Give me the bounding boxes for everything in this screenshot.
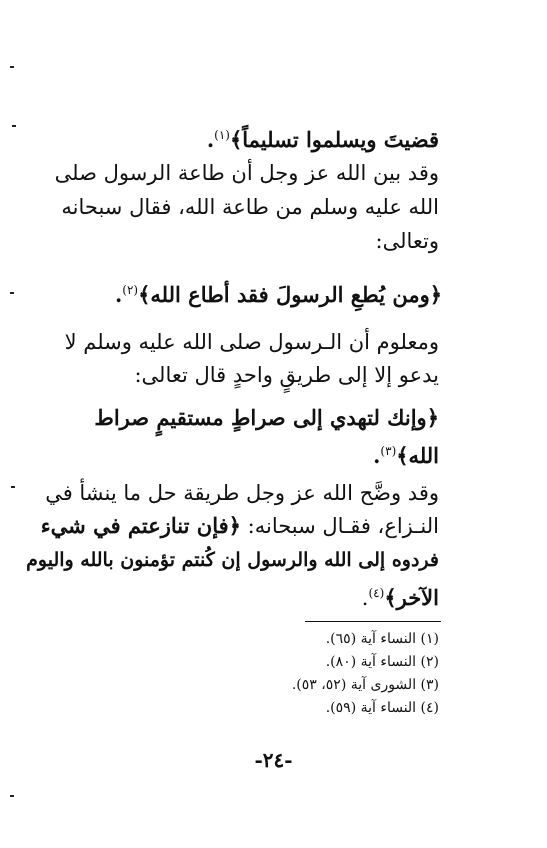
footnote-4: (٤) النساء آية (٥٩).: [325, 700, 439, 716]
footnote-3: (٣) الشورى آية (٥٢، ٥٣).: [291, 677, 439, 693]
text-line-9: [26, 545, 439, 575]
footnote-marker: (٢): [122, 283, 139, 297]
margin-mark: [11, 486, 15, 488]
text-line-2: [54, 158, 439, 188]
text-line-4: [376, 226, 440, 256]
verse-text: الله﴾: [396, 443, 439, 468]
quran-quote-1: [80, 275, 477, 310]
verse-text: فردوه إلى الله والرسول إن كُنتم تؤمنون بالله واليوم: [26, 549, 439, 571]
margin-mark: [10, 66, 14, 68]
period: .: [206, 127, 215, 152]
verse-text: ﴿وإنك لتهدي إلى صراطٍ مستقيمٍ صراط: [94, 405, 439, 430]
footnote-2: (٢) النساء آية (٨٠).: [325, 654, 439, 670]
text-line-10: [362, 578, 439, 613]
paragraph-text: يدعو إلا إلى طريقٍ واحدٍ قال تعالى:: [134, 363, 439, 387]
period: .: [114, 282, 123, 307]
period: .: [373, 443, 381, 468]
text-line-7: [45, 478, 439, 508]
text-line-3: [61, 192, 439, 222]
verse-text: ﴿فإن تنازعتم في شيء: [40, 513, 241, 538]
footnote-marker: (١): [214, 128, 230, 142]
verse-text: ﴿ومن يُطعِ الرسولَ فقد أطاع الله﴾: [138, 282, 443, 307]
margin-mark: [10, 795, 14, 797]
period: .: [361, 586, 369, 610]
paragraph-text: وتعالى:: [375, 229, 439, 253]
page-number: -٢٤-: [254, 748, 293, 772]
paragraph-text: ومعلوم أن الـرسول صلى الله عليه وسلم لا: [64, 330, 439, 354]
verse-fragment: قضيتَ ويسلموا تسليماً﴾: [229, 127, 439, 152]
quran-quote-2a: [95, 403, 439, 433]
text-line-5: [64, 327, 439, 357]
paragraph-text: النـزاع، فقـال سبحانه:: [247, 514, 439, 538]
text-line-6: [134, 360, 439, 390]
text-line-1: [207, 120, 439, 155]
paragraph-text: الله عليه وسلم من طاعة الله، فقال سبحانه: [61, 195, 439, 219]
paragraph-text: وقد بين الله عز وجل أن طاعة الرسول صلى: [54, 161, 439, 185]
paragraph-text: وقد وضَّح الله عز وجل طريقة حل ما ينشأ في: [45, 481, 439, 505]
footnote-separator: [305, 621, 441, 622]
quran-quote-2b: [373, 436, 439, 471]
margin-mark: [12, 125, 16, 127]
text-line-8: [41, 511, 439, 541]
verse-text: الآخر﴾: [384, 585, 439, 610]
footnote-marker: (٣): [380, 444, 397, 458]
margin-mark: [10, 292, 14, 294]
footnote-1: (١) النساء آية (٦٥).: [325, 631, 439, 647]
footnote-marker: (٤): [368, 586, 385, 600]
